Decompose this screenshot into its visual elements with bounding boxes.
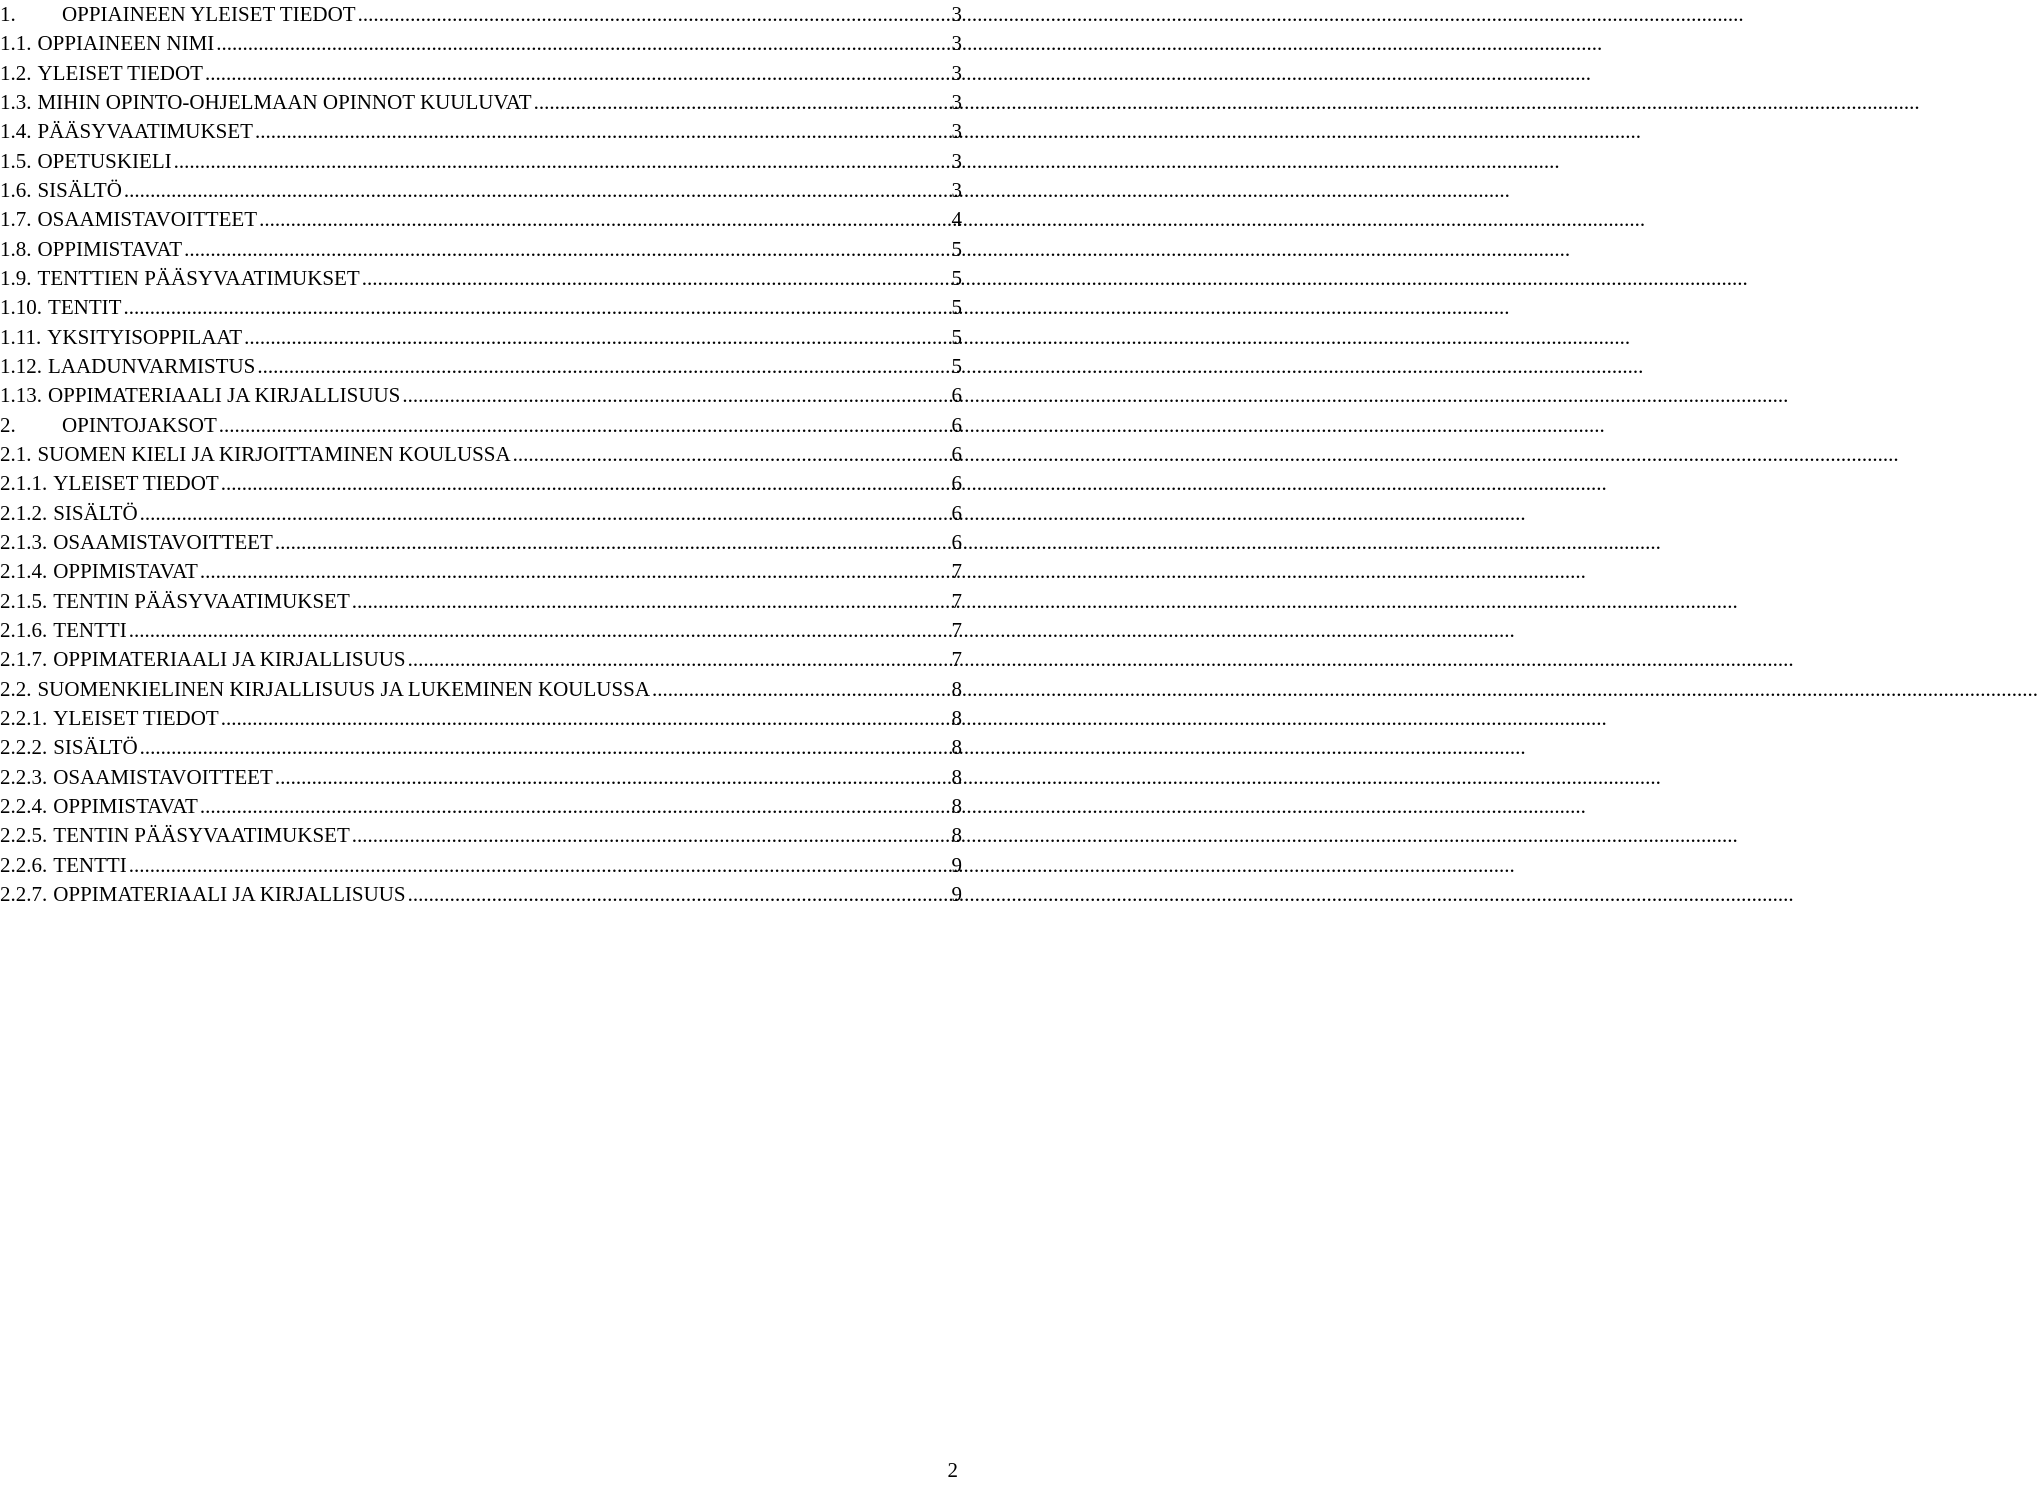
toc-entry-number: 1.3.: [0, 89, 32, 114]
toc-entry-number: 1.11.: [0, 324, 42, 349]
toc-leader-dots: [362, 264, 949, 293]
toc-entry-title: YKSITYISOPPILAAT: [47, 324, 243, 349]
toc-entry-number: 2.1.4.: [0, 559, 48, 584]
toc-leader-dots: [123, 293, 948, 322]
toc-entry-page: 6: [951, 471, 962, 496]
toc-entry-page: 6: [951, 441, 962, 466]
toc-entry[interactable]: [0, 880, 962, 909]
toc-entry[interactable]: [0, 264, 962, 293]
toc-entry[interactable]: [0, 645, 962, 674]
toc-entry-title: LAADUNVARMISTUS: [48, 353, 256, 378]
toc-entry-title: TENTTIEN PÄÄSYVAATIMUKSET: [37, 265, 360, 290]
toc-leader-dots: [129, 616, 949, 645]
toc-entry-number: 1.: [0, 2, 16, 26]
toc-entry-title: SUOMEN KIELI JA KIRJOITTAMINEN KOULUSSA: [37, 441, 511, 466]
toc-entry-page: 8: [951, 823, 962, 848]
table-of-contents: [0, 0, 962, 909]
toc-entry-page: 8: [951, 793, 962, 818]
toc-entry-page: 5: [951, 236, 962, 261]
toc-entry-number: 2.1.6.: [0, 617, 48, 642]
toc-entry[interactable]: [0, 792, 962, 821]
toc-entry-number: 2.2.1.: [0, 705, 48, 730]
toc-entry-page: 3: [951, 60, 962, 85]
toc-entry-number: 1.13.: [0, 383, 42, 408]
toc-entry-page: 4: [951, 207, 962, 232]
toc-entry[interactable]: [0, 352, 962, 381]
toc-leader-dots: [652, 675, 949, 704]
toc-leader-dots: [174, 147, 949, 176]
toc-leader-dots: [124, 176, 949, 205]
toc-entry-number: 1.6.: [0, 177, 32, 202]
toc-entry-page: 9: [951, 881, 962, 906]
toc-entry[interactable]: [0, 440, 962, 469]
toc-entry-number: 2.: [0, 412, 16, 437]
toc-entry[interactable]: [0, 147, 962, 176]
toc-leader-dots: [200, 557, 949, 586]
toc-entry-number: 1.9.: [0, 265, 32, 290]
toc-entry-title: OSAAMISTAVOITTEET: [53, 529, 273, 554]
toc-leader-dots: [402, 381, 948, 410]
page-number: 2: [947, 1458, 958, 1482]
toc-entry-title: OSAAMISTAVOITTEET: [53, 764, 273, 789]
toc-entry-page: 7: [951, 588, 962, 613]
toc-entry[interactable]: [0, 851, 962, 880]
toc-leader-dots: [140, 733, 949, 762]
toc-entry-page: 7: [951, 647, 962, 672]
toc-entry-number: 2.1.: [0, 441, 32, 466]
toc-entry-page: 8: [951, 705, 962, 730]
toc-leader-dots: [219, 411, 949, 440]
toc-entry[interactable]: [0, 176, 962, 205]
toc-entry[interactable]: [0, 528, 962, 557]
toc-entry[interactable]: [0, 381, 962, 410]
toc-entry-number: 1.7.: [0, 207, 32, 232]
toc-entry[interactable]: [0, 821, 962, 850]
toc-entry-page: 3: [951, 119, 962, 144]
toc-entry-page: 3: [951, 148, 962, 173]
toc-leader-dots: [216, 29, 948, 58]
toc-leader-dots: [358, 0, 949, 29]
toc-entry-page: 5: [951, 353, 962, 378]
toc-entry[interactable]: [0, 557, 962, 586]
toc-entry-title: OPPIMATERIAALI JA KIRJALLISUUS: [48, 383, 401, 408]
toc-entry-page: 8: [951, 676, 962, 701]
toc-entry[interactable]: [0, 733, 962, 762]
toc-leader-dots: [408, 880, 949, 909]
toc-entry-page: 7: [951, 617, 962, 642]
toc-entry-title: OPETUSKIELI: [37, 148, 172, 173]
toc-leader-dots: [408, 645, 949, 674]
toc-entry-title: OPPIMISTAVAT: [53, 793, 198, 818]
toc-entry-number: 1.8.: [0, 236, 32, 261]
toc-entry-page: 5: [951, 324, 962, 349]
toc-leader-dots: [244, 323, 948, 352]
toc-entry-page: 3: [951, 31, 962, 56]
toc-entry[interactable]: [0, 323, 962, 352]
toc-entry-number: 2.2.6.: [0, 852, 48, 877]
toc-entry-number: 1.4.: [0, 119, 32, 144]
toc-entry-title: YLEISET TIEDOT: [53, 705, 219, 730]
toc-leader-dots: [221, 469, 949, 498]
toc-leader-dots: [205, 59, 949, 88]
toc-leader-dots: [275, 763, 949, 792]
toc-entry-number: 2.1.7.: [0, 647, 48, 672]
toc-entry-title: OPPIAINEEN NIMI: [37, 31, 215, 56]
toc-entry-number: 2.2.5.: [0, 823, 48, 848]
toc-leader-dots: [534, 88, 949, 117]
toc-leader-dots: [184, 235, 948, 264]
toc-entry[interactable]: [0, 704, 962, 733]
toc-entry[interactable]: [0, 499, 962, 528]
toc-entry-page: 3: [951, 2, 962, 26]
toc-entry-number: 2.2.4.: [0, 793, 48, 818]
toc-entry[interactable]: [0, 235, 962, 264]
toc-entry-page: 9: [951, 852, 962, 877]
toc-entry-number: 2.2.: [0, 676, 32, 701]
toc-entry-number: 2.1.1.: [0, 471, 48, 496]
toc-leader-dots: [352, 821, 949, 850]
toc-entry-title: TENTTI: [53, 852, 127, 877]
toc-entry-title: OSAAMISTAVOITTEET: [37, 207, 258, 232]
toc-entry-title: OPPIMATERIAALI JA KIRJALLISUUS: [53, 881, 406, 906]
toc-entry[interactable]: [0, 29, 962, 58]
toc-entry-number: 1.1.: [0, 31, 32, 56]
toc-entry-title: PÄÄSYVAATIMUKSET: [37, 119, 253, 144]
toc-entry-title: SISÄLTÖ: [53, 735, 138, 760]
toc-entry-number: 1.12.: [0, 353, 42, 378]
toc-entry-title: SUOMENKIELINEN KIRJALLISUUS JA LUKEMINEN KOULUSSA: [37, 676, 650, 701]
toc-entry-number: 1.5.: [0, 148, 32, 173]
toc-leader-dots: [221, 704, 949, 733]
toc-entry[interactable]: [0, 616, 962, 645]
toc-entry-title: OPINTOJAKSOT: [62, 412, 217, 437]
toc-entry-page: 8: [951, 764, 962, 789]
toc-entry-title: OPPIMISTAVAT: [37, 236, 183, 261]
toc-entry-title: OPPIMATERIAALI JA KIRJALLISUUS: [53, 647, 406, 672]
toc-entry[interactable]: [0, 117, 962, 146]
toc-entry-page: 3: [951, 89, 962, 114]
toc-entry[interactable]: [0, 411, 962, 440]
toc-entry[interactable]: [0, 205, 962, 234]
toc-leader-dots: [140, 499, 949, 528]
toc-leader-dots: [129, 851, 949, 880]
toc-leader-dots: [259, 205, 948, 234]
toc-leader-dots: [513, 440, 949, 469]
toc-entry-title: MIHIN OPINTO-OHJELMAAN OPINNOT KUULUVAT: [37, 89, 532, 114]
toc-entry[interactable]: [0, 293, 962, 322]
toc-entry-number: 2.2.2.: [0, 735, 48, 760]
toc-entry-number: 1.2.: [0, 60, 32, 85]
toc-entry[interactable]: [0, 763, 962, 792]
toc-entry[interactable]: [0, 469, 962, 498]
toc-entry-page: 5: [951, 295, 962, 320]
toc-entry-title: YLEISET TIEDOT: [37, 60, 203, 85]
toc-entry-title: OPPIAINEEN YLEISET TIEDOT: [62, 2, 356, 26]
toc-entry-title: OPPIMISTAVAT: [53, 559, 198, 584]
toc-entry-number: 2.2.7.: [0, 881, 48, 906]
toc-entry-title: SISÄLTÖ: [37, 177, 122, 202]
toc-leader-dots: [255, 117, 949, 146]
toc-entry[interactable]: [0, 59, 962, 88]
toc-entry-page: 6: [951, 500, 962, 525]
toc-entry-title: TENTIN PÄÄSYVAATIMUKSET: [53, 823, 350, 848]
toc-entry-title: TENTIT: [48, 295, 122, 320]
toc-entry[interactable]: [0, 587, 962, 616]
toc-entry-page: 6: [951, 412, 962, 437]
toc-entry-page: 7: [951, 559, 962, 584]
toc-entry-number: 2.1.5.: [0, 588, 48, 613]
toc-entry-title: TENTTI: [53, 617, 127, 642]
toc-leader-dots: [275, 528, 949, 557]
toc-leader-dots: [200, 792, 949, 821]
toc-leader-dots: [257, 352, 948, 381]
toc-entry-title: YLEISET TIEDOT: [53, 471, 219, 496]
toc-entry-page: 6: [951, 529, 962, 554]
toc-entry-number: 2.1.3.: [0, 529, 48, 554]
toc-entry-number: 2.1.2.: [0, 500, 48, 525]
toc-entry-title: SISÄLTÖ: [53, 500, 138, 525]
toc-entry-page: 6: [951, 383, 962, 408]
toc-entry[interactable]: [0, 675, 962, 704]
toc-entry-page: 8: [951, 735, 962, 760]
toc-leader-dots: [352, 587, 949, 616]
toc-entry-number: 2.2.3.: [0, 764, 48, 789]
toc-entry-page: 3: [951, 177, 962, 202]
toc-entry-page: 5: [951, 265, 962, 290]
toc-entry-number: 1.10.: [0, 295, 42, 320]
toc-entry[interactable]: [0, 0, 962, 29]
toc-entry[interactable]: [0, 88, 962, 117]
toc-entry-title: TENTIN PÄÄSYVAATIMUKSET: [53, 588, 350, 613]
